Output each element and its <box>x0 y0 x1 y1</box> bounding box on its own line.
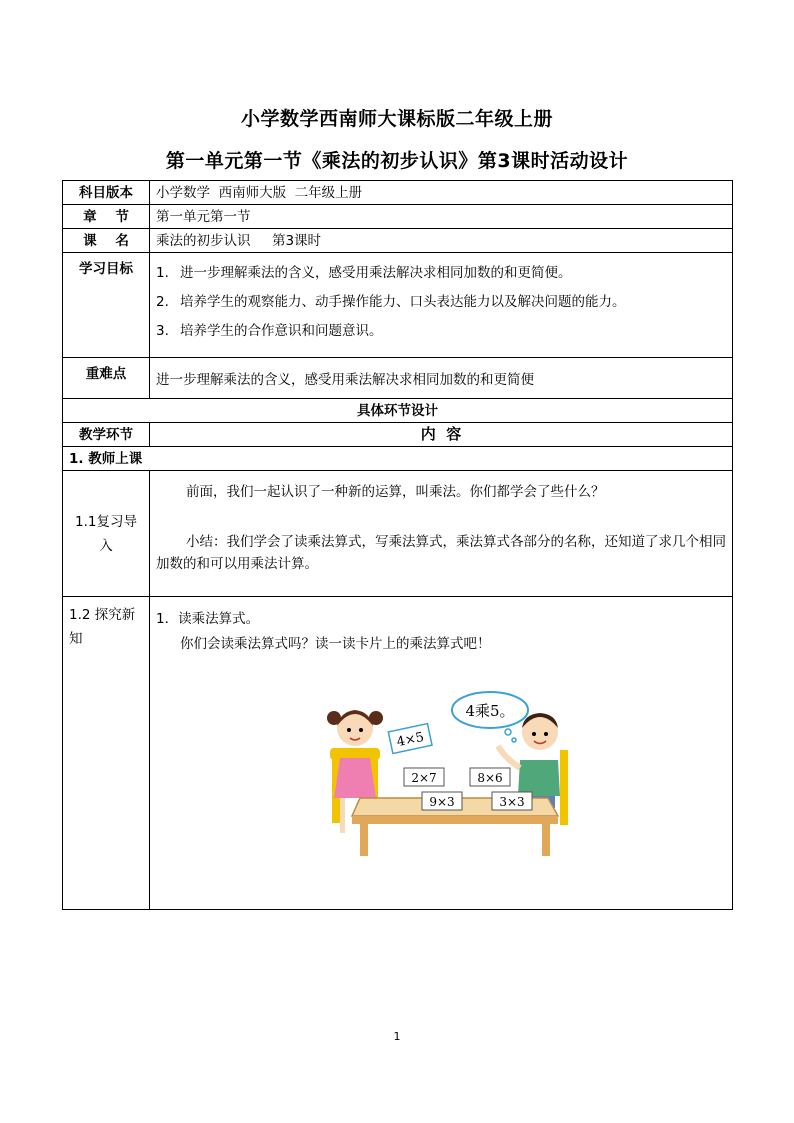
svg-text:8×6: 8×6 <box>477 771 503 785</box>
chapter-label: 章 节 <box>63 205 150 229</box>
stage-header: 教学环节 <box>63 423 150 447</box>
key-points-label: 重难点 <box>63 358 150 399</box>
page-number: 1 <box>393 1030 401 1043</box>
row-review <box>63 471 733 597</box>
document-subtitle: 第一单元第一节《乘法的初步认识》第3课时活动设计 <box>165 150 629 172</box>
goals-list <box>156 259 726 346</box>
goal-item: 2. 培养学生的观察能力、动手操作能力、口头表达能力以及解决问题的能力。 <box>156 294 626 310</box>
svg-text:9×3: 9×3 <box>429 795 455 809</box>
content-header: 内 容 <box>150 423 733 447</box>
row-key-points <box>63 358 733 399</box>
row-section1 <box>63 447 733 471</box>
review-paragraph-1: 前面，我们一起认识了一种新的运算，叫乘法。你们都学会了些什么？ <box>186 484 605 500</box>
table-card <box>404 768 444 786</box>
row-chapter <box>63 205 733 229</box>
explore-item-1-text: 你们会读乘法算式吗？读一读卡片上的乘法算式吧！ <box>180 636 491 652</box>
row-edition <box>63 181 733 205</box>
goal-item: 3. 培养学生的合作意识和问题意识。 <box>156 323 383 339</box>
key-points-value: 进一步理解乘法的含义，感受用乘法解决求相同加数的和更简便 <box>150 358 733 399</box>
edition-value: 小学数学 西南师大版 二年级上册 <box>150 181 733 205</box>
table-card <box>492 792 532 810</box>
goals-label: 学习目标 <box>63 253 150 358</box>
goal-item: 1. 进一步理解乘法的含义，感受用乘法解决求相同加数的和更简便。 <box>156 265 572 281</box>
section1-heading: 1. 教师上课 <box>63 447 733 471</box>
lesson-label: 课 名 <box>63 229 150 253</box>
table-card <box>470 768 510 786</box>
speech-bubble <box>452 692 528 742</box>
row-lesson <box>63 229 733 253</box>
explore-label: 1.2 探究新知 <box>63 597 150 910</box>
svg-text:2×7: 2×7 <box>411 771 437 785</box>
svg-text:3×3: 3×3 <box>499 795 525 809</box>
table-card <box>422 792 462 810</box>
chapter-value: 第一单元第一节 <box>150 205 733 229</box>
classroom-illustration <box>320 688 580 858</box>
girl-card-text: 4×5 <box>395 729 426 751</box>
edition-label: 科目版本 <box>63 181 150 205</box>
review-label: 1.1复习导入 <box>63 471 150 597</box>
girl-card <box>388 724 432 754</box>
row-col-headers <box>63 423 733 447</box>
review-paragraph-2: 小结：我们学会了读乘法算式，写乘法算式，乘法算式各部分的名称，还知道了求几个相同加数的和可以用乘法计算。 <box>156 534 726 572</box>
row-goals <box>63 253 733 358</box>
lesson-value: 乘法的初步认识 第3课时 <box>150 229 733 253</box>
explore-item-1: 1．读乘法算式。 <box>156 611 260 627</box>
design-header: 具体环节设计 <box>63 399 733 423</box>
document-title: 小学数学西南师大课标版二年级上册 <box>240 108 553 130</box>
row-design-header <box>63 399 733 423</box>
speech-text: 4乘5。 <box>465 702 515 720</box>
